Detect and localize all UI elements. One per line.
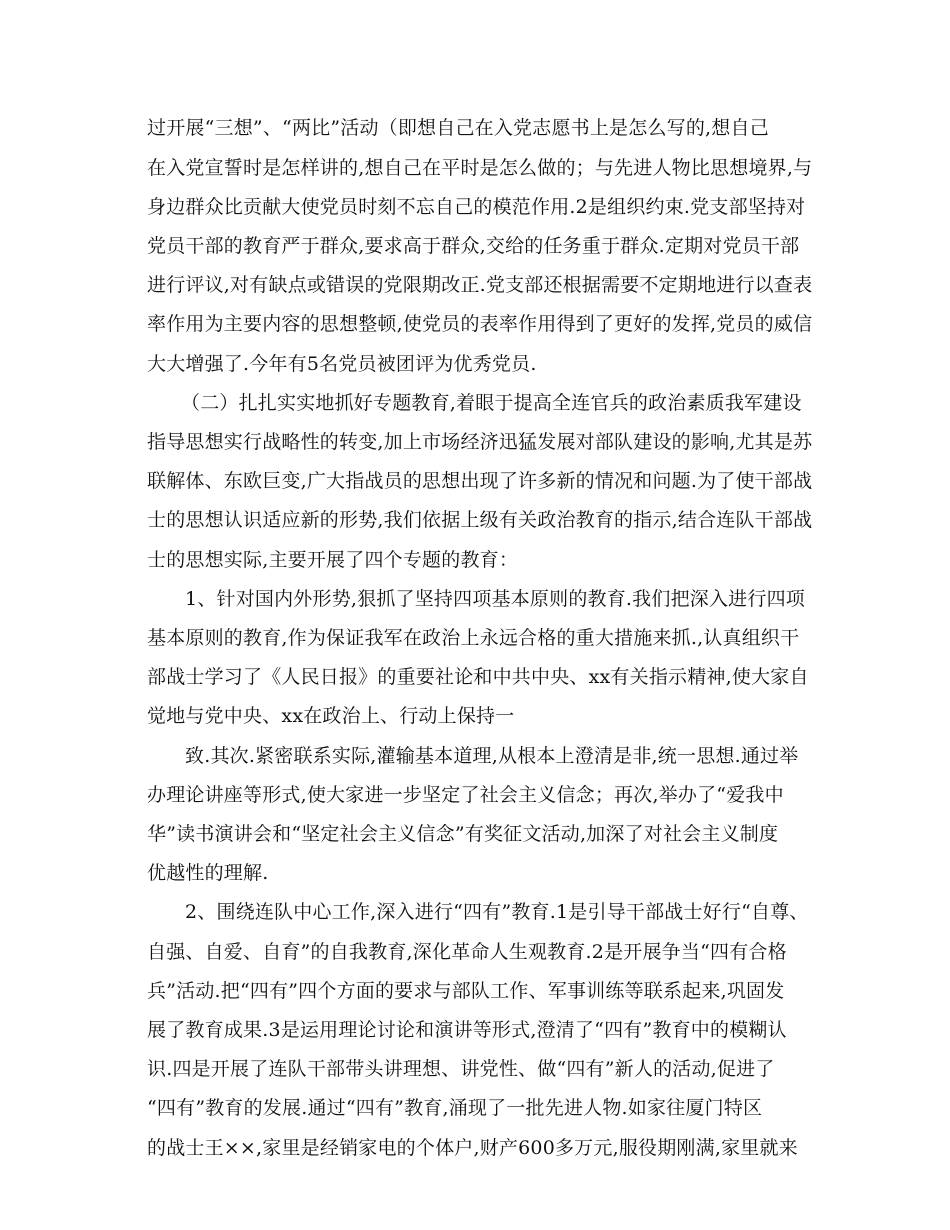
text-line: 2、围绕连队中心工作,深入进行“四有”教育.1是引导干部战士好行“自尊、 (185, 901, 809, 923)
text-line: 士的思想认识适应新的形势,我们依据上级有关政治教育的指示,结合连队干部战 (147, 509, 813, 531)
text-line: 1、针对国内外形势,狠抓了坚持四项基本原则的教育.我们把深入进行四项 (185, 588, 805, 610)
text-line: 大大增强了.今年有5名党员被团评为优秀党员. (147, 353, 537, 375)
text-line: 优越性的理解. (147, 862, 269, 884)
text-line: 自强、自爱、自育”的自我教育,深化革命人生观教育.2是开展争当“四有合格 (147, 941, 787, 963)
text-line: 觉地与党中央、xx在政治上、行动上保持一 (147, 705, 515, 727)
text-line: 过开展“三想”、“两比”活动（即想自己在入党志愿书上是怎么写的,想自己 (147, 117, 769, 139)
text-line: 部战士学习了《人民日报》的重要社论和中共中央、xx有关指示精神,使大家自 (147, 666, 809, 688)
text-line: 在入党宣誓时是怎样讲的,想自己在平时是怎么做的；与先进人物比思想境界,与 (147, 157, 813, 179)
text-line: 的战士王××,家里是经销家电的个体户,财产600多万元,服役期刚满,家里就来 (147, 1137, 798, 1159)
text-line: 致.其次.紧密联系实际,灌输基本道理,从根本上澄清是非,统一思想.通过举 (185, 745, 799, 767)
text-line: （二）扎扎实实地抓好专题教育,着眼于提高全连官兵的政治素质我军建设 (181, 392, 802, 414)
text-line: 基本原则的教育,作为保证我军在政治上永远合格的重大措施来抓.,认真组织干 (147, 627, 800, 649)
text-line: 华”读书演讲会和“坚定社会主义信念”有奖征文活动,加深了对社会主义制度 (147, 823, 779, 845)
text-line: 兵”活动.把“四有”四个方面的要求与部队工作、军事训练等联系起来,巩固发 (147, 980, 785, 1002)
text-line: “四有”教育的发展.通过“四有”教育,涌现了一批先进人物.如家往厦门特区 (147, 1097, 763, 1119)
text-line: 识.四是开展了连队干部带头讲理想、讲党性、做“四有”新人的活动,促进了 (147, 1058, 775, 1080)
text-line: 进行评议,对有缺点或错误的党限期改正.党支部还根据需要不定期地进行以查表 (147, 274, 813, 296)
text-line: 士的思想实际,主要开展了四个专题的教育： (147, 549, 519, 571)
text-line: 指导思想实行战略性的转变,加上市场经济迅猛发展对部队建设的影响,尤其是苏 (147, 431, 813, 453)
text-line: 办理论讲座等形式,使大家进一步坚定了社会主义信念；再次,举办了“爱我中 (147, 784, 784, 806)
text-line: 展了教育成果.3是运用理论讨论和演讲等形式,澄清了“四有”教育中的模糊认 (147, 1019, 787, 1041)
text-line: 联解体、东欧巨变,广大指战员的思想出现了许多新的情况和问题.为了使干部战 (147, 470, 813, 492)
text-line: 率作用为主要内容的思想整顿,使党员的表率作用得到了更好的发挥,党员的威信 (147, 313, 813, 335)
text-line: 身边群众比贡献大使党员时刻不忘自己的模范作用.2是组织约束.党支部坚持对 (147, 196, 806, 218)
text-line: 党员干部的教育严于群众,要求高于群众,交给的任务重于群众.定期对党员干部 (147, 235, 800, 257)
